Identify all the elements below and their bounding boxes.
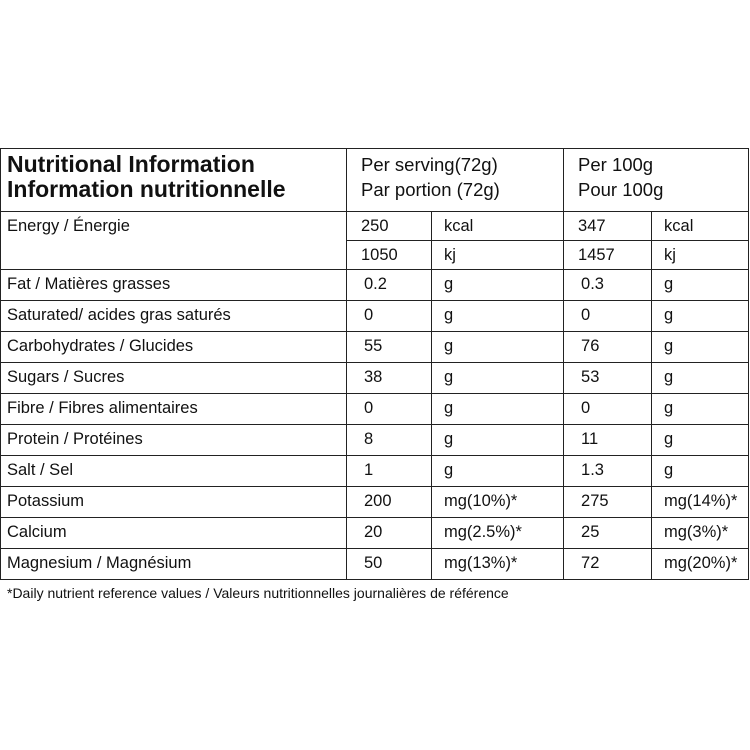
per-serving-value: 0 [364,306,374,324]
per-100g-value: 53 [581,368,600,386]
table-title-fr: Information nutritionnelle [7,176,286,202]
per-serving-value-cell [347,394,432,425]
per-100g-value: 25 [581,523,600,541]
per-100g-unit: mg(14%)* [664,492,738,510]
per-serving-unit-cell [432,425,564,456]
nutrient-label: Magnesium / Magnésium [7,554,192,572]
nutrition-table [0,148,749,580]
energy-label: Energy / Énergie [7,217,130,235]
per-100g-unit: g [664,399,674,417]
per-100g-value: 0 [581,306,591,324]
energy-label-cell [1,212,347,270]
per-serving-value: 1 [364,461,374,479]
nutrient-label-cell [1,518,347,549]
energy-kj-unit-100g: kj [664,246,676,264]
per-serving-header-en: Per serving(72g) [361,154,498,175]
energy-kcal-serving-cell [347,212,432,241]
per-serving-unit: g [444,275,454,293]
per-100g-value-cell [564,363,652,394]
per-serving-unit: g [444,430,454,448]
nutrient-label-cell [1,394,347,425]
nutrient-label: Potassium [7,492,85,510]
per-serving-unit-cell [432,270,564,301]
energy-kcal-row [1,212,749,241]
per-serving-unit-cell [432,518,564,549]
per-serving-unit: g [444,461,454,479]
per-serving-unit-cell [432,487,564,518]
table-row [1,487,749,518]
table-title-en: Nutritional Information [7,151,255,177]
energy-kj-unit-serving-cell [432,241,564,270]
energy-kcal-unit-100g-cell [652,212,749,241]
energy-kj-100g: 1457 [578,246,615,264]
per-serving-unit: mg(13%)* [444,554,518,572]
per-100g-value-cell [564,394,652,425]
per-100g-unit: g [664,275,674,293]
per-100g-unit: mg(20%)* [664,554,738,572]
per-100g-unit-cell [652,425,749,456]
energy-kcal-unit-serving-cell [432,212,564,241]
per-serving-value-cell [347,363,432,394]
per-serving-value: 55 [364,337,383,355]
nutrient-label-cell [1,363,347,394]
per-serving-unit: g [444,337,454,355]
per-100g-unit-cell [652,363,749,394]
per-100g-value: 76 [581,337,600,355]
per-serving-value: 20 [364,523,383,541]
per-serving-value-cell [347,332,432,363]
per-100g-header-fr: Pour 100g [578,179,664,200]
per-100g-value-cell [564,270,652,301]
nutrient-label: Calcium [7,523,67,541]
per-serving-value: 0.2 [364,275,387,293]
per-100g-unit: g [664,430,674,448]
per-serving-header [347,149,564,212]
per-serving-unit-cell [432,456,564,487]
per-100g-value-cell [564,487,652,518]
per-100g-unit-cell [652,518,749,549]
energy-kcal-100g: 347 [578,217,606,235]
nutrient-label-cell [1,549,347,580]
nutrient-label-cell [1,270,347,301]
per-serving-value-cell [347,487,432,518]
table-row [1,363,749,394]
per-100g-value-cell [564,332,652,363]
per-serving-unit-cell [432,363,564,394]
energy-kj-unit-100g-cell [652,241,749,270]
nutrient-label-cell [1,332,347,363]
nutrient-label: Fat / Matières grasses [7,275,171,293]
table-row [1,425,749,456]
per-100g-value: 72 [581,554,600,572]
per-serving-unit: g [444,368,454,386]
per-serving-value-cell [347,425,432,456]
energy-kcal-unit-100g: kcal [664,217,694,235]
per-serving-unit: g [444,306,454,324]
per-100g-unit-cell [652,456,749,487]
per-serving-unit: g [444,399,454,417]
per-serving-value-cell [347,549,432,580]
nutrient-label: Salt / Sel [7,461,74,479]
per-serving-value: 38 [364,368,383,386]
nutrient-label-cell [1,487,347,518]
per-100g-unit: mg(3%)* [664,523,729,541]
per-100g-value-cell [564,456,652,487]
nutrient-label: Sugars / Sucres [7,368,125,386]
per-100g-header [564,149,749,212]
per-serving-value: 50 [364,554,383,572]
per-serving-unit-cell [432,301,564,332]
table-header-row [1,149,749,212]
nutrient-label-cell [1,301,347,332]
table-row [1,456,749,487]
per-serving-value-cell [347,518,432,549]
table-row [1,394,749,425]
per-100g-unit: g [664,461,674,479]
nutrient-label-cell [1,425,347,456]
per-100g-unit-cell [652,270,749,301]
per-100g-value: 11 [581,430,599,448]
nutrient-label: Saturated/ acides gras saturés [7,306,231,324]
per-serving-unit-cell [432,549,564,580]
per-100g-unit-cell [652,332,749,363]
per-100g-value-cell [564,518,652,549]
per-serving-value: 200 [364,492,392,510]
per-100g-unit-cell [652,301,749,332]
nutrient-rows [1,270,749,580]
energy-kcal-100g-cell [564,212,652,241]
nutrient-label: Carbohydrates / Glucides [7,337,194,355]
per-100g-unit: g [664,337,674,355]
table-title-cell [1,149,347,212]
per-100g-value: 1.3 [581,461,604,479]
nutrient-label-cell [1,456,347,487]
per-100g-value-cell [564,549,652,580]
table-row [1,301,749,332]
table-row [1,549,749,580]
table-row [1,270,749,301]
energy-kj-serving-cell [347,241,432,270]
energy-kcal-serving: 250 [361,217,389,235]
per-100g-unit: g [664,306,674,324]
per-serving-value: 8 [364,430,374,448]
per-serving-value-cell [347,301,432,332]
energy-kcal-unit-serving: kcal [444,217,474,235]
per-100g-value-cell [564,301,652,332]
per-serving-value-cell [347,456,432,487]
nutrient-label: Protein / Protéines [7,430,143,448]
per-serving-value-cell [347,270,432,301]
per-100g-header-en: Per 100g [578,154,654,175]
energy-kj-unit-serving: kj [444,246,456,264]
per-serving-unit: mg(2.5%)* [444,523,522,541]
per-100g-unit-cell [652,549,749,580]
per-100g-value: 275 [581,492,609,510]
per-100g-value: 0 [581,399,591,417]
per-serving-unit: mg(10%)* [444,492,518,510]
per-serving-value: 0 [364,399,374,417]
energy-kj-100g-cell [564,241,652,270]
per-100g-unit: g [664,368,674,386]
table-row [1,332,749,363]
per-serving-unit-cell [432,332,564,363]
per-100g-unit-cell [652,394,749,425]
per-100g-value-cell [564,425,652,456]
per-100g-unit-cell [652,487,749,518]
nutrient-label: Fibre / Fibres alimentaires [7,399,198,417]
per-100g-value: 0.3 [581,275,604,293]
per-serving-header-fr: Par portion (72g) [361,179,500,200]
table-row [1,518,749,549]
daily-values-footnote: *Daily nutrient reference values / Valeurs nutritionnelles journalières de référence [7,585,509,601]
energy-kj-serving: 1050 [361,246,398,264]
per-serving-unit-cell [432,394,564,425]
